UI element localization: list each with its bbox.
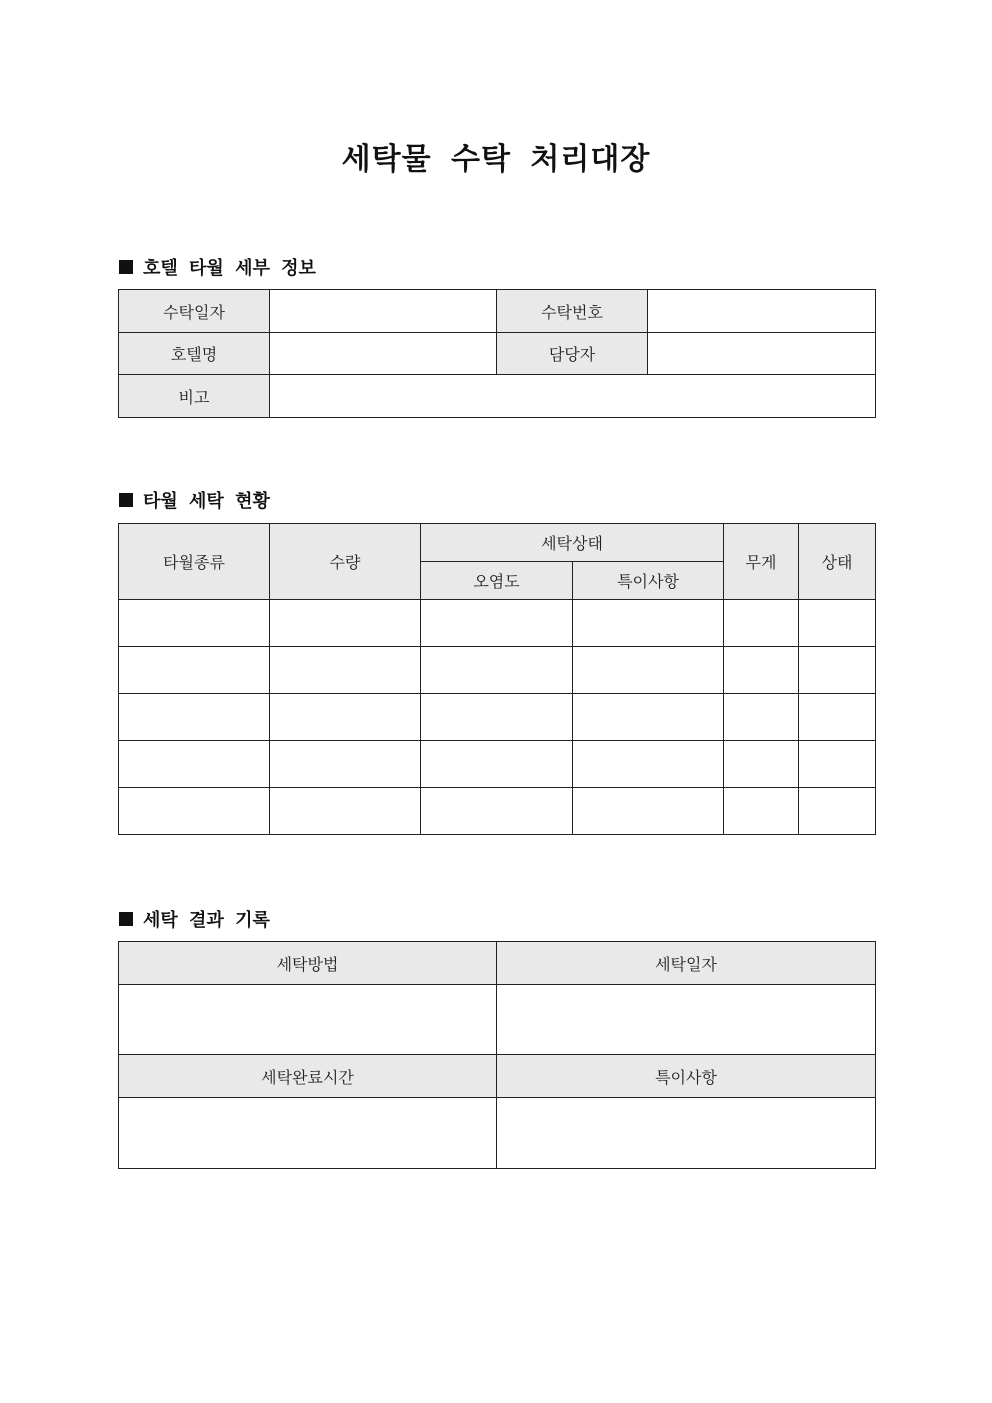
table-cell[interactable]	[421, 600, 573, 647]
wash-results-table	[118, 941, 876, 1169]
table-row	[119, 600, 876, 647]
table-cell[interactable]	[724, 788, 799, 835]
table-cell[interactable]	[270, 694, 421, 741]
table-cell[interactable]	[724, 694, 799, 741]
receipt-number-field[interactable]	[648, 290, 876, 333]
table-cell[interactable]	[119, 741, 270, 788]
notes-header: 특이사항	[573, 562, 724, 600]
square-bullet-icon	[119, 912, 133, 926]
table-cell[interactable]	[270, 647, 421, 694]
table-row	[119, 375, 876, 418]
hotel-name-label: 호텔명	[119, 333, 270, 375]
table-header-row	[119, 1055, 876, 1098]
table-cell[interactable]	[799, 788, 876, 835]
table-header-row	[119, 942, 876, 985]
table-cell[interactable]	[421, 741, 573, 788]
weight-header: 무게	[724, 524, 799, 600]
remarks-field[interactable]	[270, 375, 876, 418]
table-cell[interactable]	[270, 600, 421, 647]
table-cell[interactable]	[270, 741, 421, 788]
towel-type-header: 타월종류	[119, 524, 270, 600]
special-notes-label: 특이사항	[497, 1055, 876, 1098]
square-bullet-icon	[119, 260, 133, 274]
wash-method-field[interactable]	[119, 985, 497, 1055]
table-cell[interactable]	[573, 741, 724, 788]
section-heading-label: 호텔 타월 세부 정보	[143, 258, 316, 279]
table-row	[119, 985, 876, 1055]
towel-details-table	[118, 289, 876, 418]
table-cell[interactable]	[724, 600, 799, 647]
table-row	[119, 741, 876, 788]
table-cell[interactable]	[119, 647, 270, 694]
wash-status-header: 세탁상태	[421, 524, 724, 562]
table-cell[interactable]	[799, 741, 876, 788]
table-cell[interactable]	[799, 694, 876, 741]
table-row	[119, 788, 876, 835]
table-cell[interactable]	[270, 788, 421, 835]
section-heading-wash-status	[119, 487, 270, 513]
receipt-number-label: 수탁번호	[497, 290, 648, 333]
square-bullet-icon	[119, 493, 133, 507]
table-cell[interactable]	[799, 600, 876, 647]
hotel-name-field[interactable]	[270, 333, 497, 375]
completion-time-field[interactable]	[119, 1098, 497, 1169]
table-cell[interactable]	[799, 647, 876, 694]
table-cell[interactable]	[573, 600, 724, 647]
table-cell[interactable]	[421, 788, 573, 835]
table-row	[119, 647, 876, 694]
wash-date-label: 세탁일자	[497, 942, 876, 985]
table-row	[119, 1098, 876, 1169]
table-cell[interactable]	[119, 788, 270, 835]
table-row	[119, 333, 876, 375]
wash-date-field[interactable]	[497, 985, 876, 1055]
table-cell[interactable]	[421, 647, 573, 694]
table-cell[interactable]	[573, 647, 724, 694]
section-heading-label: 타월 세탁 현황	[143, 491, 270, 512]
section-heading-towel-details	[119, 254, 316, 280]
contamination-header: 오염도	[421, 562, 573, 600]
table-cell[interactable]	[573, 694, 724, 741]
manager-field[interactable]	[648, 333, 876, 375]
table-row	[119, 290, 876, 333]
wash-method-label: 세탁방법	[119, 942, 497, 985]
special-notes-field[interactable]	[497, 1098, 876, 1169]
table-cell[interactable]	[119, 600, 270, 647]
table-cell[interactable]	[421, 694, 573, 741]
section-heading-wash-results	[119, 906, 270, 932]
table-cell[interactable]	[573, 788, 724, 835]
table-cell[interactable]	[119, 694, 270, 741]
table-row	[119, 694, 876, 741]
status-header: 상태	[799, 524, 876, 600]
remarks-label: 비고	[119, 375, 270, 418]
table-cell[interactable]	[724, 741, 799, 788]
table-cell[interactable]	[724, 647, 799, 694]
receipt-date-field[interactable]	[270, 290, 497, 333]
table-header-row	[119, 524, 876, 562]
receipt-date-label: 수탁일자	[119, 290, 270, 333]
quantity-header: 수량	[270, 524, 421, 600]
wash-status-table	[118, 523, 876, 835]
manager-label: 담당자	[497, 333, 648, 375]
document-title: 세탁물 수탁 처리대장	[341, 142, 651, 177]
section-heading-label: 세탁 결과 기록	[143, 910, 270, 931]
completion-time-label: 세탁완료시간	[119, 1055, 497, 1098]
